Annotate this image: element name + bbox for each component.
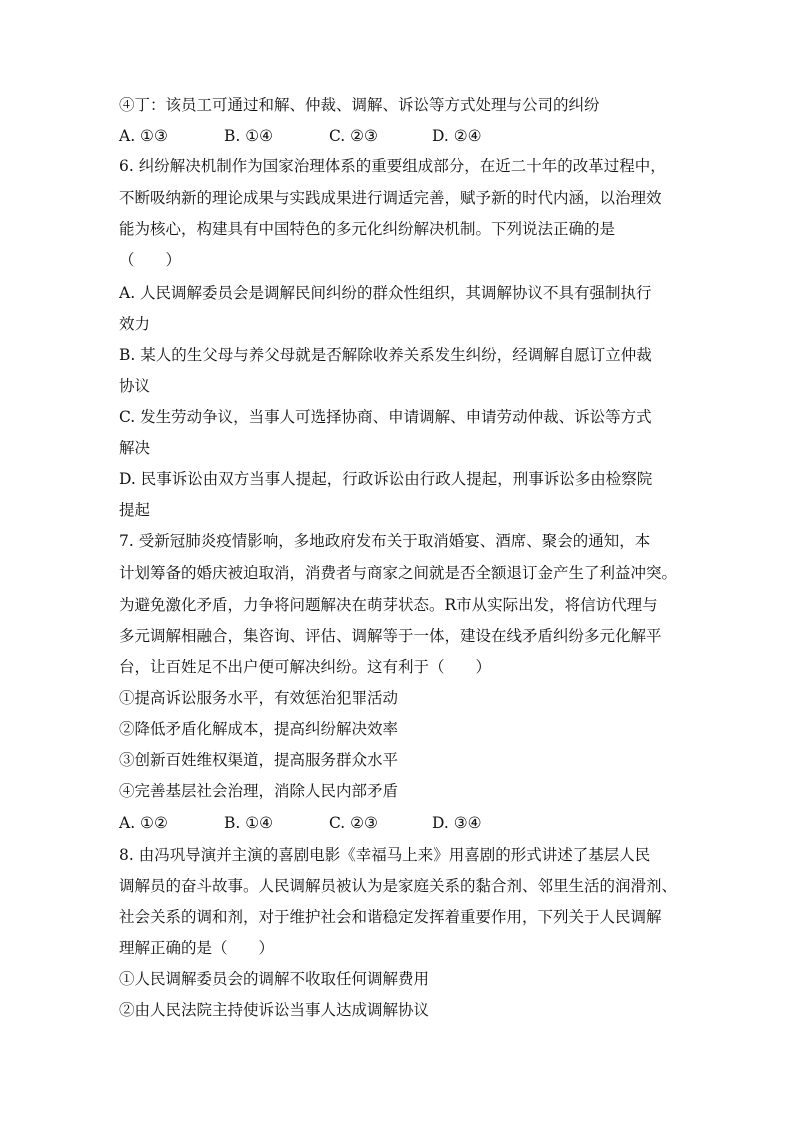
q6-stem-line-1: 6. 纠纷解决机制作为国家治理体系的重要组成部分，在近二十年的改革过程中， <box>119 157 666 175</box>
q6-option-b-line-1: B. 某人的生父母与养父母就是否解除收养关系发生纠纷，经调解自愿订立仲裁 <box>119 346 652 364</box>
q8-stem-line-2: 调解员的奋斗故事。人民调解员被认为是家庭关系的黏合剂、邻里生活的润滑剂、 <box>119 877 678 895</box>
q8-statement-2: ②由人民法院主持使诉讼当事人达成调解协议 <box>119 1001 430 1019</box>
q7-option-d: D. ③④ <box>432 814 482 832</box>
q6-option-c-line-2: 解决 <box>119 439 151 457</box>
q6-option-b-line-2: 协议 <box>119 377 151 395</box>
q7-statement-1: ①提高诉讼服务水平，有效惩治犯罪活动 <box>119 689 399 707</box>
q8-stem-line-4: 理解正确的是（ ） <box>119 939 275 957</box>
q5-statement-4: ④丁：该员工可通过和解、仲裁、调解、诉讼等方式处理与公司的纠纷 <box>119 96 600 114</box>
q6-stem-line-2: 不断吸纳新的理论成果与实践成果进行调适完善，赋予新的时代内涵，以治理效 <box>119 189 662 207</box>
q6-option-d-line-1: D. 民事诉讼由双方当事人提起，行政诉讼由行政人提起，刑事诉讼多由检察院 <box>119 470 653 488</box>
q7-stem-line-5: 台，让百姓足不出户便可解决纠纷。这有利于（ ） <box>119 658 492 676</box>
q7-option-a: A. ①② <box>119 814 168 832</box>
q7-stem-line-1: 7. 受新冠肺炎疫情影响，多地政府发布关于取消婚宴、酒席、聚会的通知，本 <box>119 532 651 550</box>
q5-option-b: B. ①④ <box>224 127 274 145</box>
q8-stem-line-3: 社会关系的调和剂，对于维护社会和谐稳定发挥着重要作用，下列关于人民调解 <box>119 908 662 926</box>
q7-option-c: C. ②③ <box>329 814 378 832</box>
q7-options <box>119 813 689 833</box>
q5-option-d: D. ②④ <box>432 127 482 145</box>
q6-option-a-line-1: A. 人民调解委员会是调解民间纠纷的群众性组织，其调解协议不具有强制执行 <box>119 284 652 302</box>
q5-option-c: C. ②③ <box>329 127 378 145</box>
q6-option-a-line-2: 效力 <box>119 315 151 333</box>
q8-stem-line-1: 8. 由冯巩导演并主演的喜剧电影《幸福马上来》用喜剧的形式讲述了基层人民 <box>119 846 651 864</box>
q7-statement-3: ③创新百姓维权渠道，提高服务群众水平 <box>119 751 399 769</box>
q5-option-a: A. ①③ <box>119 127 168 145</box>
q7-statement-2: ②降低矛盾化解成本，提高纠纷解决效率 <box>119 720 399 738</box>
q6-stem-line-3: 能为核心，构建具有中国特色的多元化纠纷解决机制。下列说法正确的是 <box>119 220 616 238</box>
q6-option-d-line-2: 提起 <box>119 501 151 519</box>
q7-stem-line-4: 多元调解相融合，集咨询、评估、调解等于一体，建设在线矛盾纠纷多元化解平 <box>119 627 662 645</box>
q6-option-c-line-1: C. 发生劳动争议，当事人可选择协商、申请调解、申请劳动仲裁、诉讼等方式 <box>119 408 652 426</box>
q7-stem-line-3: 为避免激化矛盾，力争将问题解决在萌芽状态。R市从实际出发，将信访代理与 <box>119 596 658 614</box>
q8-statement-1: ①人民调解委员会的调解不收取任何调解费用 <box>119 970 430 988</box>
q7-option-b: B. ①④ <box>224 814 274 832</box>
q7-statement-4: ④完善基层社会治理，消除人民内部矛盾 <box>119 782 399 800</box>
q7-stem-line-2: 计划筹备的婚庆被迫取消，消费者与商家之间就是否全额退订金产生了利益冲突。 <box>119 564 678 582</box>
q6-answer-bracket: （ ） <box>119 251 182 269</box>
q5-options <box>119 126 689 146</box>
